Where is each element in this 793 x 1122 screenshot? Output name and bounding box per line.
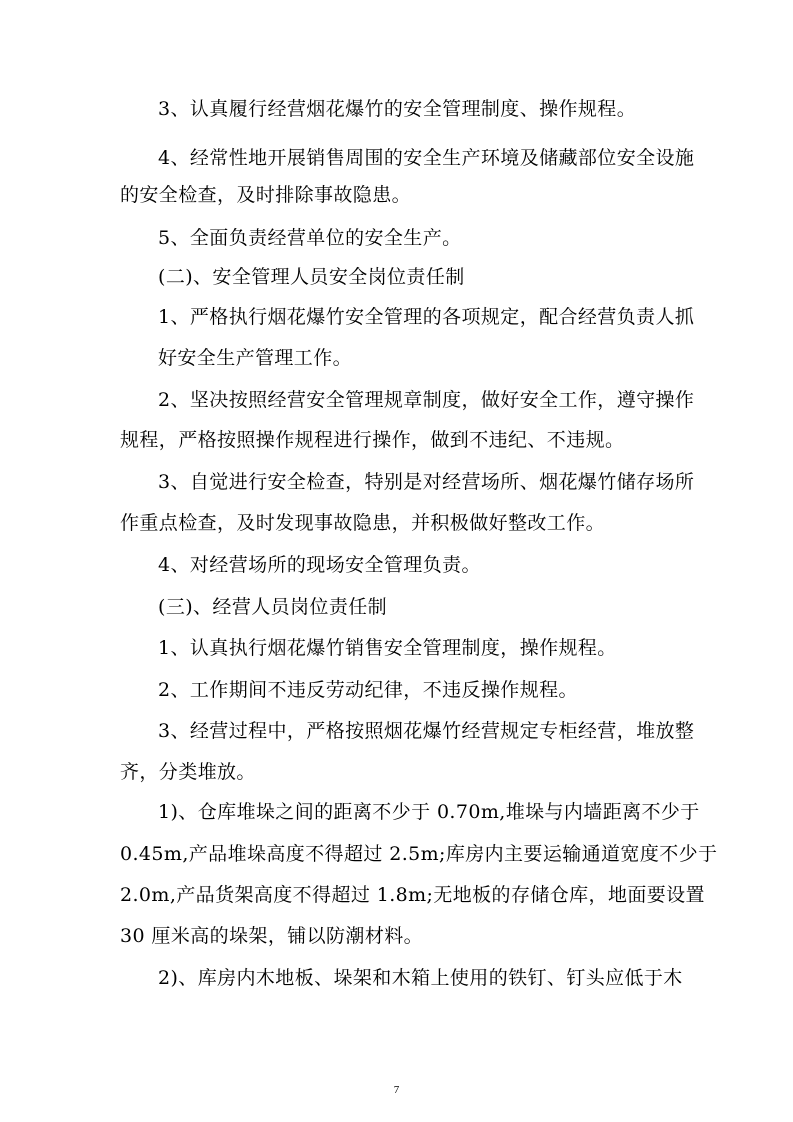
section-heading: (二)、安全管理人员安全岗位责任制 [158,266,465,288]
body-line: 齐，分类堆放。 [120,761,256,783]
body-line: 1、认真执行烟花爆竹销售安全管理制度，操作规程。 [158,637,617,659]
body-line: 3、自觉进行安全检查，特别是对经营场所、烟花爆竹储存场所 [158,471,695,493]
body-line: 2、工作期间不违反劳动纪律，不违反操作规程。 [158,679,578,701]
body-line: 1、严格执行烟花爆竹安全管理的各项规定，配合经营负责人抓 [158,306,695,328]
body-line: 4、对经营场所的现场安全管理负责。 [158,554,481,576]
body-line: 2.0m,产品货架高度不得超过 1.8m;无地板的存储仓库，地面要设置 [120,884,705,906]
body-line: 好安全生产管理工作。 [158,347,353,369]
body-line: 2)、库房内木地板、垛架和木箱上使用的铁钉、钉头应低于木 [158,967,683,989]
body-line: 3、认真履行经营烟花爆竹的安全管理制度、操作规程。 [158,98,637,120]
page-number: 7 [393,1084,400,1096]
body-line: 1)、仓库堆垛之间的距离不少于 0.70m,堆垛与内墙距离不少于 [158,801,700,823]
body-line: 30 厘米高的垛架，铺以防潮材料。 [120,925,424,947]
body-line: 2、坚决按照经营安全管理规章制度，做好安全工作，遵守操作 [158,389,695,411]
body-line: 4、经常性地开展销售周围的安全生产环境及储藏部位安全设施 [158,147,695,169]
body-line: 作重点检查，及时发现事故隐患，并积极做好整改工作。 [120,512,606,534]
section-heading: (三)、经营人员岗位责任制 [158,596,388,618]
body-line: 的安全检查，及时排除事故隐患。 [120,184,412,206]
body-line: 0.45m,产品堆垛高度不得超过 2.5m;库房内主要运输通道宽度不少于 [120,843,718,865]
body-line: 3、经营过程中，严格按照烟花爆竹经营规定专柜经营，堆放整 [158,720,695,742]
body-line: 5、全面负责经营单位的安全生产。 [158,227,462,249]
body-line: 规程，严格按照操作规程进行操作，做到不违纪、不违规。 [120,429,625,451]
